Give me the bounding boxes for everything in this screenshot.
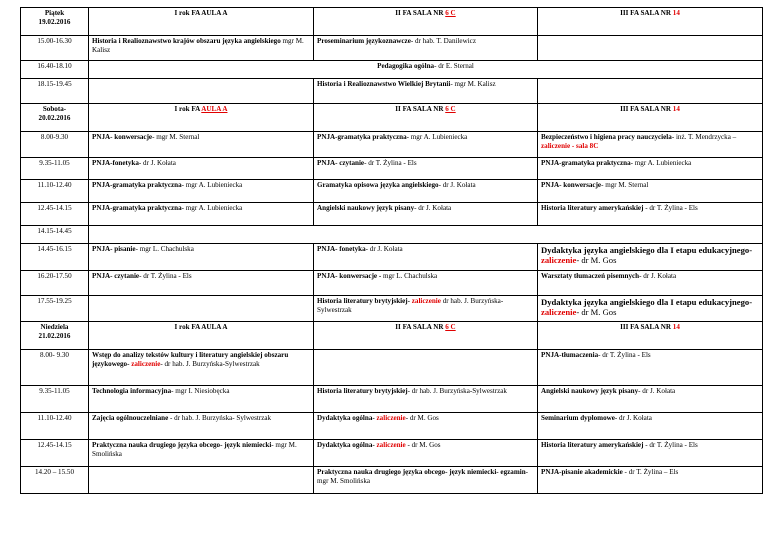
class-cell: [314, 203, 538, 226]
saturday-col1-header: [89, 104, 314, 132]
schedule-row: [21, 180, 763, 203]
course-name: Dydaktyka ogólna: [317, 441, 373, 449]
class-cell: [89, 203, 314, 226]
schedule-row: [21, 467, 763, 494]
teacher-name: - mgr M. Smolińska: [92, 441, 297, 458]
teacher-name: - dr J. Kołata: [638, 387, 676, 395]
time-cell: 11.10-12.40: [21, 180, 89, 203]
class-cell: [89, 244, 314, 271]
teacher-name: - mgr M. Smolińska: [317, 468, 529, 485]
teacher-name: - dr T. Żylina - Els: [139, 272, 192, 280]
time-cell: 14.20 – 15.50: [21, 467, 89, 494]
course-name: PNJA- pisanie: [92, 245, 136, 253]
friday-col2-header: [314, 8, 538, 36]
course-name: PNJA-pisanie akademickie: [541, 468, 623, 476]
sunday-header-row: [21, 322, 763, 350]
course-name: PNJA- konwersacje -: [317, 272, 383, 280]
sunday-col1-header: I rok FA AULA A: [89, 322, 314, 350]
class-cell: [538, 440, 763, 467]
break-row: [21, 226, 763, 244]
teacher-name: dr hab. J. Burzyńska- Sylwestrzak: [317, 297, 504, 314]
teacher-name: - mgr A. Lubieniecka: [181, 204, 243, 212]
teacher-name: - mgr L. Chachulska: [135, 245, 194, 253]
schedule-row: [21, 244, 763, 271]
teacher-name: - mgr M. Sternal: [152, 133, 200, 141]
teacher-name: - mgr I. Niesiobęcka: [171, 387, 230, 395]
sunday-col3-header: [538, 322, 763, 350]
class-cell: [314, 440, 538, 467]
separator: -: [127, 359, 132, 368]
teacher-name: - dr M. Gos: [405, 414, 439, 422]
sunday-day-cell: [21, 322, 89, 350]
empty-cell: [89, 296, 314, 322]
course-name: PNJA-fonetyka: [92, 159, 139, 167]
friday-day-label: Piątek: [44, 9, 65, 17]
course-name: Angielski naukowy język pisany: [317, 204, 415, 212]
class-cell: [89, 36, 314, 61]
credit-label: zaliczenie: [131, 359, 161, 368]
credit-label: zaliczenie: [376, 441, 406, 449]
schedule-row: [21, 79, 763, 104]
time-cell: 11.10-12.40: [21, 413, 89, 440]
teacher-name: - dr J. Kołata: [614, 414, 652, 422]
course-name: Proseminarium językoznawcze: [317, 37, 411, 45]
teacher-name: - dr J. Kołata: [438, 181, 476, 189]
time-cell: 14.45-16.15: [21, 244, 89, 271]
course-name: Angielski naukowy język pisany: [541, 387, 639, 395]
course-name: PNJA- czytanie: [317, 159, 365, 167]
course-name: Technologia informacyjna: [92, 387, 172, 395]
course-name: Bezpieczeństwo i higiena pracy nauczyciela: [541, 133, 672, 141]
class-cell: [538, 132, 763, 158]
break-cell: [89, 226, 763, 244]
class-cell: [89, 180, 314, 203]
teacher-name: - mgr A. Lubieniecka: [630, 159, 692, 167]
schedule-row: [21, 271, 763, 296]
teacher-name: - dr M. Gos: [405, 441, 441, 449]
course-name: PNJA-gramatyka praktyczna: [92, 204, 182, 212]
teacher-name: - dr T. Żylina - Els: [643, 441, 698, 449]
credit-label: zaliczenie - sala 8C: [541, 141, 599, 150]
sunday-col2-room: 6 C: [445, 323, 456, 331]
sunday-col3-header-label: III FA SALA NR: [620, 323, 673, 331]
class-cell: [314, 132, 538, 158]
teacher-name: - dr hab. T. Danilewicz: [410, 37, 476, 45]
teacher-name: - inż. T. Mendrzycka –: [671, 133, 737, 141]
teacher-name: mgr L. Chachulska: [383, 272, 438, 280]
course-name: Historia literatury brytyjskiej: [317, 387, 408, 395]
teacher-name: - dr hab. J. Burzyńska-Sylwestrzak: [407, 387, 507, 395]
credit-label: zaliczenie: [411, 297, 441, 305]
friday-col3-header-label: III FA SALA NR: [620, 9, 673, 17]
class-cell: [89, 158, 314, 180]
credit-label: zaliczenie: [376, 414, 406, 422]
schedule-row: [21, 296, 763, 322]
empty-cell: [314, 350, 538, 386]
schedule-row: [21, 440, 763, 467]
class-cell: [538, 180, 763, 203]
course-name: PNJA-tłumaczenia: [541, 351, 599, 359]
class-cell: [314, 180, 538, 203]
teacher-name: - dr T. Żylina - Els: [643, 204, 698, 212]
course-name: PNJA-gramatyka praktyczna: [541, 159, 631, 167]
sunday-date-label: 21.02.2016: [38, 331, 71, 340]
schedule-row: [21, 158, 763, 180]
saturday-col2-header: [314, 104, 538, 132]
class-cell: [89, 413, 314, 440]
teacher-name: - mgr A. Lubieniecka: [406, 133, 468, 141]
friday-header-row: [21, 8, 763, 36]
teacher-name: - dr T. Żylina - Els: [364, 159, 417, 167]
course-name: PNJA-gramatyka praktyczna: [92, 181, 182, 189]
course-name: Dydaktyka języka angielskiego dla I etapu edukacyjnego: [541, 297, 750, 307]
schedule-row: [21, 61, 763, 79]
class-cell: [89, 350, 314, 386]
saturday-col3-header-label: III FA SALA NR: [620, 105, 673, 113]
time-cell: 9.35-11.05: [21, 386, 89, 413]
saturday-col2-room: 6 C: [445, 105, 456, 113]
saturday-header-row: [21, 104, 763, 132]
class-cell: [314, 244, 538, 271]
empty-cell: [538, 36, 763, 61]
separator: -: [372, 441, 377, 449]
saturday-col2-header-label: II FA SALA NR: [395, 105, 446, 113]
course-name: Wstęp do analizy tekstów kultury i literatury angielskiej obszaru językowego: [92, 351, 289, 368]
course-name: Praktyczna nauka drugiego języka obcego- język niemiecki- egzamin: [317, 468, 526, 476]
teacher-name: - dr E. Sternal: [434, 62, 474, 70]
separator: -: [407, 297, 412, 305]
friday-col3-header: [538, 8, 763, 36]
friday-col1-header: I rok FA AULA A: [89, 8, 314, 36]
separator: -: [749, 297, 753, 307]
course-name: PNJA- fonetyka: [317, 245, 366, 253]
schedule-row: [21, 386, 763, 413]
course-name: Historia literatury amerykańskiej: [541, 441, 644, 449]
time-cell: 14.15-14.45: [21, 226, 89, 244]
class-cell: [314, 271, 538, 296]
teacher-name: mgr M. Kalisz: [92, 37, 304, 54]
course-name: Pedagogika ogólna: [377, 62, 435, 70]
course-name: Zajęcia ogólnouczelniane: [92, 414, 169, 422]
class-cell: [538, 203, 763, 226]
saturday-col1-room: AULA A: [201, 105, 228, 113]
course-name: Seminarium dyplomowe: [541, 414, 615, 422]
class-cell: [89, 386, 314, 413]
saturday-col3-room: 14: [672, 105, 680, 113]
sunday-col3-room: 14: [672, 323, 680, 331]
class-cell: [314, 413, 538, 440]
time-cell: 15.00-16.30: [21, 36, 89, 61]
class-cell: [538, 386, 763, 413]
friday-day-cell: [21, 8, 89, 36]
merged-class-cell: [89, 61, 763, 79]
class-cell: [89, 271, 314, 296]
friday-col2-room: 6 C: [445, 9, 456, 17]
course-name: PNJA- konwersacje: [92, 133, 153, 141]
class-cell: [89, 440, 314, 467]
class-cell: [314, 296, 538, 322]
sunday-col2-header-label: II FA SALA NR: [395, 323, 446, 331]
teacher-name: - dr T. Żylina - Els: [598, 351, 651, 359]
class-cell: [314, 386, 538, 413]
separator: -: [749, 245, 753, 255]
course-name: Historia literatury amerykańskiej: [541, 204, 644, 212]
class-cell: [538, 244, 763, 271]
teacher-name: - mgr M. Kalisz: [450, 80, 496, 88]
class-cell: [314, 158, 538, 180]
time-cell: 12.45-14.15: [21, 440, 89, 467]
friday-col2-header-label: II FA SALA NR: [395, 9, 446, 17]
schedule-row: [21, 36, 763, 61]
class-cell: [538, 158, 763, 180]
schedule-row: [21, 132, 763, 158]
credit-label: zaliczenie: [541, 307, 577, 318]
teacher-name: - dr J. Kołata: [414, 204, 452, 212]
course-name: PNJA-gramatyka praktyczna: [317, 133, 407, 141]
class-cell: [314, 36, 538, 61]
teacher-name: - dr T. Żylina – Els: [622, 468, 679, 476]
class-cell: [538, 350, 763, 386]
course-name: Historia i Realioznawstwo krajów obszaru języka angielskiego: [92, 37, 281, 45]
teacher-name: - mgr M. Sternal: [601, 181, 649, 189]
saturday-day-label: Sobota-: [42, 105, 67, 113]
class-cell: [89, 132, 314, 158]
teacher-name: - dr J. Kołata: [365, 245, 403, 253]
empty-cell: [538, 79, 763, 104]
friday-col3-room: 14: [672, 9, 680, 17]
schedule-row: [21, 203, 763, 226]
teacher-name: - dr J. Kołata: [639, 272, 677, 280]
saturday-day-cell: [21, 104, 89, 132]
time-cell: 16.40-18.10: [21, 61, 89, 79]
class-cell: [538, 296, 763, 322]
schedule-row: [21, 413, 763, 440]
time-cell: 12.45-14.15: [21, 203, 89, 226]
separator: -: [372, 414, 377, 422]
time-cell: 8.00- 9.30: [21, 350, 89, 386]
friday-date-label: 19.02.2016: [38, 17, 71, 26]
schedule-table: [20, 7, 763, 494]
saturday-col1-header-label: I rok FA: [174, 105, 202, 113]
saturday-date-label: 20.02.2016: [38, 113, 71, 122]
time-cell: 18.15-19.45: [21, 79, 89, 104]
time-cell: 9.35-11.05: [21, 158, 89, 180]
teacher-name: - dr hab. J. Burzyńska-Sylwestrzak: [160, 359, 260, 368]
teacher-name: - dr M. Gos: [576, 255, 617, 266]
course-name: Historia literatury brytyjskiej: [317, 297, 408, 305]
course-name: Historia i Realioznawstwo Wielkiej Brytanii: [317, 80, 451, 88]
credit-label: zaliczenie: [541, 255, 577, 266]
course-name: Dydaktyka ogólna: [317, 414, 373, 422]
course-name: Dydaktyka języka angielskiego dla I etapu edukacyjnego: [541, 245, 750, 255]
class-cell: [314, 79, 538, 104]
teacher-name: - dr hab. J. Burzyńska- Sylwestrzak: [168, 414, 272, 422]
sunday-col2-header: [314, 322, 538, 350]
teacher-name: - dr M. Gos: [576, 307, 617, 318]
saturday-col3-header: [538, 104, 763, 132]
schedule-row: [21, 350, 763, 386]
class-cell: [538, 467, 763, 494]
time-cell: 16.20-17.50: [21, 271, 89, 296]
class-cell: [314, 467, 538, 494]
course-name: PNJA- czytanie: [92, 272, 140, 280]
empty-cell: [89, 467, 314, 494]
teacher-name: - dr J. Kołata: [138, 159, 176, 167]
course-name: PNJA- konwersacje: [541, 181, 602, 189]
class-cell: [538, 413, 763, 440]
course-name: Gramatyka opisowa języka angielskiego: [317, 181, 439, 189]
time-cell: 17.55-19.25: [21, 296, 89, 322]
sunday-day-label: Niedziela: [40, 323, 69, 331]
course-name: Warsztaty tłumaczeń pisemnych: [541, 272, 640, 280]
time-cell: 8.00-9.30: [21, 132, 89, 158]
teacher-name: - mgr A. Lubieniecka: [181, 181, 243, 189]
class-cell: [538, 271, 763, 296]
empty-cell: [89, 79, 314, 104]
course-name: Praktyczna nauka drugiego języka obcego- język niemiecki: [92, 441, 272, 449]
